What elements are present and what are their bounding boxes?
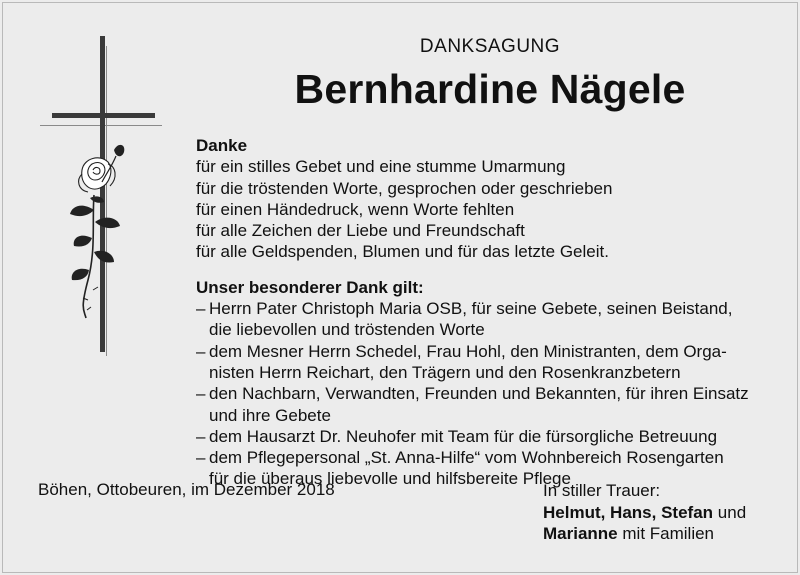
notice-heading: DANKSAGUNG <box>419 36 561 57</box>
mourners-und: und <box>717 502 747 522</box>
cross-horizontal-beam <box>52 113 155 118</box>
place-date: Böhen, Ottobeuren, im Dezember 2018 <box>38 480 335 499</box>
notice-body <box>196 135 766 490</box>
list-item-line: dem Mesner Herrn Schedel, Frau Hohl, den Ministranten, dem Orga- <box>209 341 727 361</box>
thanks-lead: Danke <box>196 136 248 155</box>
list-dash: – <box>196 384 206 404</box>
thanks-line: für alle Geldspenden, Blumen und für das letzte Geleit. <box>196 242 609 262</box>
list-item <box>196 298 766 341</box>
thanks-line: für ein stilles Gebet und eine stumme Umarmung <box>196 157 566 177</box>
list-item-line: den Nachbarn, Verwandten, Freunden und Bekannten, für ihren Einsatz <box>209 384 749 404</box>
list-dash: – <box>196 341 206 361</box>
list-item <box>196 341 766 384</box>
list-item-line: die liebevollen und tröstenden Worte <box>209 320 485 340</box>
list-item-line: für die überaus liebevolle und hilfsbereite Pflege <box>209 469 571 489</box>
deceased-name: Bernhardine Nägele <box>294 66 686 112</box>
list-item-line: dem Hausarzt Dr. Neuhofer mit Team für die fürsorgliche Betreuung <box>209 426 718 446</box>
special-thanks-lead: Unser besonderer Dank gilt: <box>196 277 424 297</box>
list-item <box>196 426 766 447</box>
rose-icon <box>64 140 144 320</box>
list-item-line: und ihre Gebete <box>209 405 331 425</box>
thanks-line: für einen Händedruck, wenn Worte fehlten <box>196 199 515 219</box>
thanks-line: für die tröstenden Worte, gesprochen oder geschrieben <box>196 178 613 198</box>
special-thanks-list <box>196 298 766 490</box>
mourners-line-1 <box>543 502 746 524</box>
list-item-line: nisten Herrn Reichart, den Trägern und den Rosenkranzbetern <box>209 362 681 382</box>
list-item-line: dem Pflegepersonal „St. Anna-Hilfe“ vom Wohnbereich Rosengarten <box>209 448 724 468</box>
list-dash: – <box>196 426 206 446</box>
mourning-label: In stiller Trauer: <box>543 481 661 500</box>
mourners-line-2 <box>543 523 746 545</box>
list-dash: – <box>196 448 206 468</box>
mourners-name-marianne: Marianne <box>543 524 618 543</box>
list-item-line: Herrn Pater Christoph Maria OSB, für seine Gebete, seinen Beistand, <box>209 299 733 319</box>
paragraph-gap <box>196 263 766 277</box>
mourners-families: mit Familien <box>622 524 714 543</box>
list-item <box>196 383 766 426</box>
thanks-line: für alle Zeichen der Liebe und Freundschaft <box>196 221 525 241</box>
mourners-block <box>543 480 746 545</box>
list-dash: – <box>196 299 206 319</box>
mourners-names: Helmut, Hans, Stefan <box>543 502 714 522</box>
